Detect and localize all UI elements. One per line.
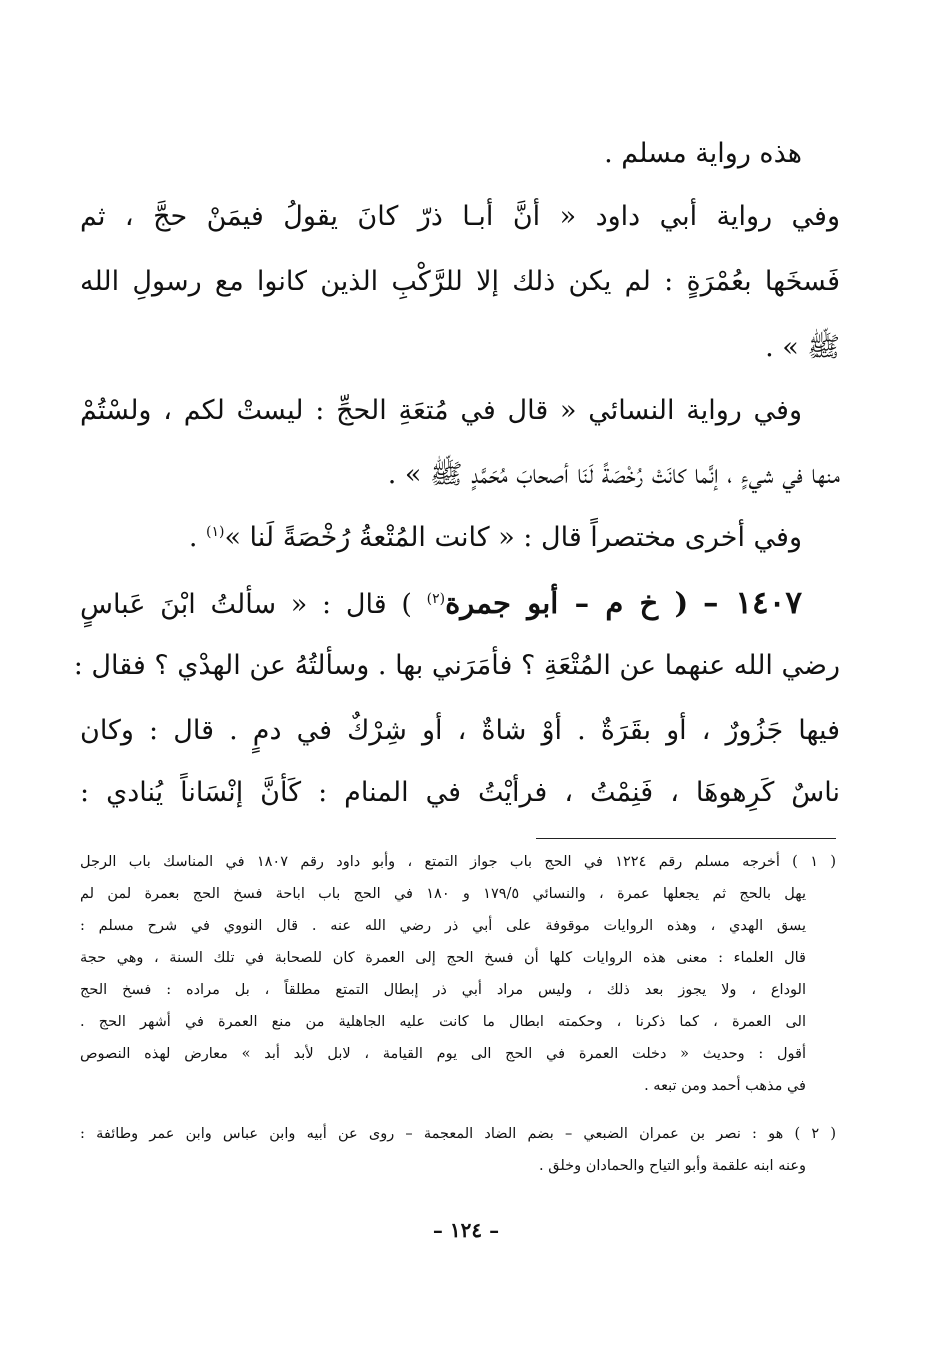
footnote-line: الوداع ، ولا يجوز بعد ذلك ، وليس مراد أبي ذر إبطال التمتع مطلقاً ، بل مراده : فسخ الحج	[80, 982, 806, 998]
hadith-heading-line	[80, 583, 802, 623]
footnote-line: يسق الهدي ، وهذه الروايات موقوفة على أبي ذر رضي الله عنه . قال النووي في شرح مسلم :	[80, 918, 806, 934]
main-text-line: فيها جَزُورٌ ، أو بقَرَةٌ . أوْ شاةٌ ، أو شِرْكٌ في دمٍ . قال : وكان	[80, 715, 840, 746]
page-number: – ١٢٤ –	[432, 1218, 500, 1242]
footnote-separator	[536, 838, 836, 839]
main-text-line: ﷺ » .	[765, 332, 840, 363]
main-text-line: رضي الله عنهما عن المُتْعَةِ ؟ فأمَرَني بها . وسألتُهُ عن الهدْي ؟ فقال :	[73, 650, 840, 681]
main-text-line	[80, 520, 802, 555]
footnote-line: ( ٢ ) هو : نصر بن عمران الضبعي – بضم الضاد المعجمة – روى عن أبيه وابن عباس وابن عمر وطائفة :	[80, 1126, 836, 1142]
main-text-segment: ) قال : « سألتُ ابْنَ عَباسٍ	[80, 589, 412, 620]
footnote-line: قال العلماء : معنى هذه الروايات كلها أن فسخ الحج إلى العمرة كان للصحابة في تلك السنة ، وهي حجة	[80, 950, 806, 966]
footnote-line: يهل بالحج ثم يجعلها عمرة ، والنسائي ١٧٩/٥ و ١٨٠ في الحج باب اباحة فسخ الحج بعمرة لمن لم	[80, 886, 806, 902]
hadith-source: ( خ م – أبو جمرة	[445, 586, 689, 620]
footnote-line: الى العمرة ، كما ذكرنا ، وحكمته ابطال ما كانت عليه الجاهلية من منع العمرة في أشهر الحج .	[80, 1014, 806, 1030]
footnote-line: وعنه ابنه علقمة وأبو التياح والحمادان وخلق .	[539, 1158, 806, 1174]
footnote-marker: (١)	[205, 524, 225, 540]
main-text-line: ناسٌ كَرِهوهَا ، فَنِمْتُ ، فرأيْتُ في المنام : كَأنَّ إنْسَاناً يُنادي :	[80, 777, 840, 808]
main-text-line: فَسخَها بعُمْرَةٍ : لم يكن ذلك إلا للرَّكْبِ الذين كانوا مع رسولِ الله	[80, 266, 840, 297]
period: .	[188, 522, 206, 553]
main-text-line: منها في شيءٍ ، إنَّما كانَتْ رُخْصَةً لَنَا أصحابَ مُحَمَّدٍ ﷺ » .	[387, 459, 840, 490]
main-text-line: وفي رواية النسائي « قال في مُتعَةِ الحجِّ : ليستْ لكم ، ولسْتُمْ	[80, 395, 802, 426]
footnote-line: ( ١ ) أخرجه مسلم رقم ١٢٢٤ في الحج باب جواز التمتع ، وأبو داود رقم ١٨٠٧ في المناسك باب الرجل	[80, 854, 836, 870]
footnote-line: في مذهب أحمد ومن تبعه .	[644, 1078, 806, 1094]
main-text-line: وفي رواية أبي داود « أنَّ أبـا ذرّ كانَ يقولُ فيمَنْ حجَّ ، ثم	[80, 201, 840, 232]
main-text-line: هذه رواية مسلم .	[604, 138, 802, 169]
main-text-segment: وفي أخرى مختصراً قال : « كانت المُتْعةُ رُخْصَةً لَنا »	[224, 522, 802, 553]
footnote-marker: (٢)	[426, 591, 446, 607]
footnote-line: أقول : وحديث « دخلت العمرة في الحج الى يوم القيامة ، لابل لأبد أبد » معارض لهذه النصوص	[80, 1046, 806, 1062]
hadith-number: ١٤٠٧ –	[702, 585, 803, 621]
